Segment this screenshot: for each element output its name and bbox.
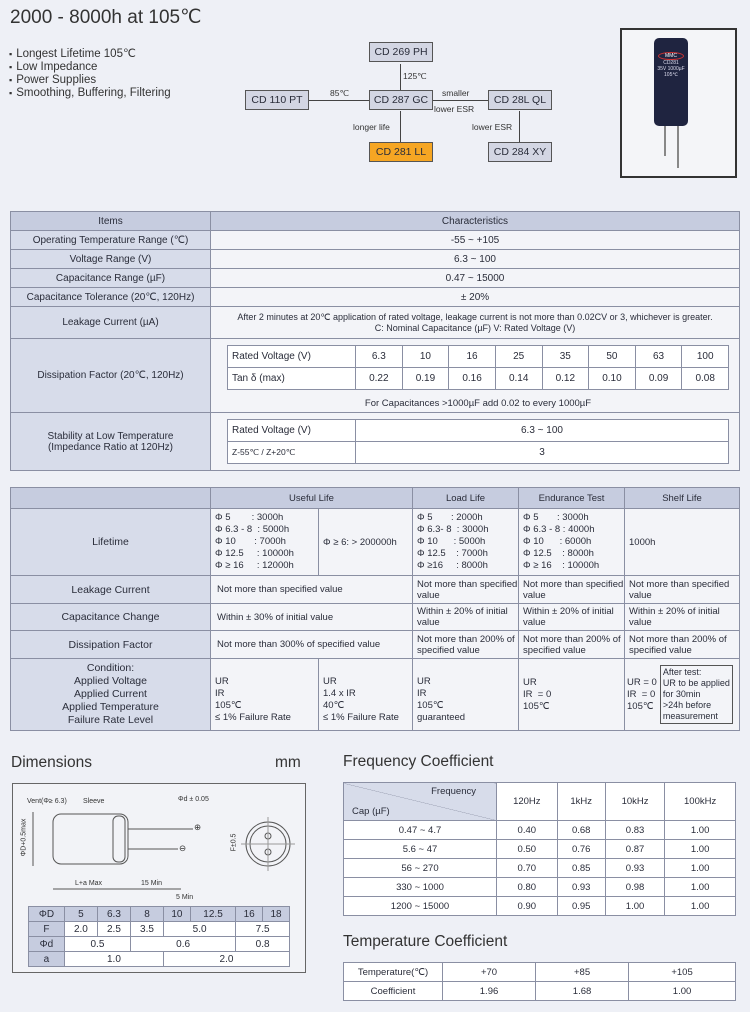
arrow-right — [433, 100, 488, 101]
header-characteristics: Characteristics — [211, 212, 740, 231]
voltage: 25 — [495, 346, 542, 368]
cell: 0.80 — [497, 878, 558, 897]
rated-voltage-value: 6.3 ~ 100 — [356, 420, 729, 442]
header-useful-life: Useful Life — [211, 488, 413, 509]
row-label: Dissipation Factor — [11, 631, 211, 659]
capacitor-print: 105℃ — [664, 72, 678, 78]
stability-table — [227, 419, 729, 464]
voltage: 35 — [542, 346, 589, 368]
cell: 0.95 — [557, 897, 605, 916]
label-smaller: smaller — [442, 88, 470, 98]
cell: 1.96 — [443, 982, 536, 1001]
label-125c: 125℃ — [403, 71, 427, 81]
arrow-left — [309, 100, 369, 101]
lead-length-label: 15 Min — [141, 880, 163, 887]
cell: Within ± 20% of initial value — [413, 604, 519, 631]
spec-item-sub: (Impedance Ratio at 120Hz) — [47, 441, 174, 453]
lead-length-label-2: 5 Min — [176, 894, 194, 901]
endurance-lifetime: Φ 5 : 3000h Φ 6.3 - 8 : 4000h Φ 10 : 6000h Φ 12.5 : 8000h Φ ≥ 16 : 10000h — [519, 509, 625, 576]
row-label: Condition: Applied Voltage Applied Current Applied Temperature Failure Rate Level — [11, 659, 211, 731]
spec-item: Leakage Current (µA) — [11, 307, 211, 339]
shelf-note: After test: UR to be applied for 30min >24h before measurement — [660, 665, 733, 724]
vent-label: Vent(Φ≥ 6.3) — [27, 798, 67, 805]
cell: Not more than specified value — [211, 576, 413, 604]
cell: 3.5 — [130, 922, 163, 937]
cell: Within ± 20% of initial value — [625, 604, 740, 631]
capacitor-print: CD281 — [663, 60, 679, 66]
column-header: 1kHz — [557, 783, 605, 821]
spec-item: Voltage Range (V) — [11, 250, 211, 269]
cell: Not more than 300% of specified value — [211, 631, 413, 659]
load-lifetime: Φ 5 : 2000h Φ 6.3- 8 : 3000h Φ 10 : 5000h Φ 12.5 : 7000h Φ ≥16 : 8000h — [413, 509, 519, 576]
row-label: 1200 ~ 15000 — [344, 897, 497, 916]
tan-delta: 0.22 — [356, 368, 403, 390]
spec-item: Capacitance Tolerance (20℃, 120Hz) — [11, 288, 211, 307]
cell: 0.8 — [236, 937, 290, 952]
cell: 0.98 — [605, 878, 664, 897]
cell: 0.6 — [130, 937, 235, 952]
cell: 1.00 — [665, 821, 736, 840]
page-title: 2000 - 8000h at 105℃ — [10, 7, 202, 28]
useful-lifetime: Φ 5 : 3000h Φ 6.3 - 8 : 5000h Φ 10 : 7000h Φ 12.5 : 10000h Φ ≥ 16 : 12000h — [211, 509, 319, 576]
row-label: Capacitance Change — [11, 604, 211, 631]
dissipation-table — [227, 345, 729, 390]
cell: 0.87 — [605, 840, 664, 859]
row-label: Coefficient — [344, 982, 443, 1001]
cell: Within ± 30% of initial value — [211, 604, 413, 631]
row-label: a — [29, 952, 65, 967]
column-header: 120Hz — [497, 783, 558, 821]
cell: 5 — [64, 907, 97, 922]
cell: Not more than 200% of specified value — [519, 631, 625, 659]
voltage: 16 — [449, 346, 496, 368]
cell: 0.85 — [557, 859, 605, 878]
temperature-table — [343, 962, 736, 1001]
lead — [677, 126, 679, 168]
spec-value: 6.3 ~ 100 — [211, 250, 740, 269]
series-box-cd110pt: CD 110 PT — [245, 90, 309, 110]
temperature-title: Temperature Coefficient — [343, 933, 508, 950]
impedance-ratio-label: Z-55℃ / Z+20℃ — [228, 442, 356, 464]
cell: 1.00 — [629, 982, 736, 1001]
feature-list — [9, 48, 171, 100]
plus-icon: ⊕ — [194, 822, 202, 832]
feature-item: ▪ Power Supplies — [9, 74, 171, 87]
row-label: Leakage Current — [11, 576, 211, 604]
row-label: 330 ~ 1000 — [344, 878, 497, 897]
tan-delta: 0.10 — [589, 368, 636, 390]
header-shelf-life: Shelf Life — [625, 488, 740, 509]
dimensions-unit: mm — [275, 754, 301, 771]
feature-item: ▪ Longest Lifetime 105℃ — [9, 48, 171, 61]
cell: 8 — [130, 907, 163, 922]
series-box-cd28lql: CD 28L QL — [488, 90, 552, 110]
shelf-lifetime: 1000h — [625, 509, 740, 576]
voltage: 10 — [402, 346, 449, 368]
row-label: 5.6 ~ 47 — [344, 840, 497, 859]
spec-value: 0.47 ~ 15000 — [211, 269, 740, 288]
cell: 0.93 — [557, 878, 605, 897]
cell: 0.70 — [497, 859, 558, 878]
feature-item: ▪ Smoothing, Buffering, Filtering — [9, 87, 171, 100]
header-load-life: Load Life — [413, 488, 519, 509]
cell: 1.00 — [665, 840, 736, 859]
condition-useful-105: UR IR 105℃ ≤ 1% Failure Rate — [211, 659, 319, 731]
row-label: 0.47 ~ 4.7 — [344, 821, 497, 840]
condition-load: UR IR 105℃ guaranteed — [413, 659, 519, 731]
cell: 18 — [263, 907, 290, 922]
cell: Not more than 200% of specified value — [413, 631, 519, 659]
frequency-title: Frequency Coefficient — [343, 753, 494, 770]
leakage-text: After 2 minutes at 20℃ application of rated voltage, leakage current is not more than 0.02CV or 3, whichever is greater. — [237, 312, 713, 322]
cell: 12.5 — [190, 907, 235, 922]
column-header: 10kHz — [605, 783, 664, 821]
cell: Not more than specified value — [625, 576, 740, 604]
feature-item: ▪ Low Impedance — [9, 61, 171, 74]
label-lower-esr: lower ESR — [434, 104, 475, 114]
sleeve-label: Sleeve — [83, 798, 105, 805]
product-photo — [620, 28, 737, 178]
arrow-up — [400, 64, 401, 90]
row-label: Φd — [29, 937, 65, 952]
cell: Within ± 20% of initial value — [519, 604, 625, 631]
voltage: 63 — [635, 346, 682, 368]
voltage: 50 — [589, 346, 636, 368]
cell: 0.50 — [497, 840, 558, 859]
voltage: 6.3 — [356, 346, 403, 368]
cell: 1.00 — [665, 859, 736, 878]
rated-voltage-label: Rated Voltage (V) — [228, 346, 356, 368]
cell: Not more than specified value — [519, 576, 625, 604]
length-label: L+a Max — [75, 880, 103, 887]
condition-shelf: UR = 0 IR = 0 105℃ — [627, 676, 657, 712]
brand-logo: MMC — [658, 52, 684, 60]
cell: 2.0 — [64, 922, 97, 937]
cell: 1.00 — [665, 897, 736, 916]
dissipation-note: For Capacitances >1000µF add 0.02 to every 1000µF — [364, 398, 592, 409]
tan-delta: 0.12 — [542, 368, 589, 390]
spec-value: -55 ~ +105 — [211, 231, 740, 250]
impedance-ratio-value: 3 — [356, 442, 729, 464]
series-box-cd284xy: CD 284 XY — [488, 142, 552, 162]
tan-delta: 0.19 — [402, 368, 449, 390]
row-label: F — [29, 922, 65, 937]
header-items: Items — [11, 212, 211, 231]
minus-icon: ⊖ — [179, 843, 187, 853]
header-endurance-test: Endurance Test — [519, 488, 625, 509]
cell: +105 — [629, 963, 736, 982]
series-box-cd287gc: CD 287 GC — [369, 90, 433, 110]
condition-endurance: UR IR = 0 105℃ — [519, 659, 625, 731]
tan-delta-label: Tan δ (max) — [228, 368, 356, 390]
cell: 10 — [164, 907, 191, 922]
cell: 0.76 — [557, 840, 605, 859]
label-longer-life: longer life — [353, 122, 390, 132]
cell: Not more than specified value — [413, 576, 519, 604]
diameter-label: ΦD+0.5max — [20, 818, 28, 857]
spec-item: Operating Temperature Range (℃) — [11, 231, 211, 250]
cell: +70 — [443, 963, 536, 982]
arrow-down-ql — [519, 111, 520, 142]
row-label: Temperature(℃) — [344, 963, 443, 982]
header-blank — [11, 488, 211, 509]
label-85c: 85℃ — [330, 88, 350, 98]
lead — [664, 126, 666, 156]
cell: 0.40 — [497, 821, 558, 840]
series-box-cd281ll: CD 281 LL — [369, 142, 433, 162]
dimensions-title: Dimensions — [11, 754, 92, 771]
spec-item: Stability at Low Temperature — [47, 430, 174, 442]
leakage-legend: C: Nominal Capacitance (µF) V: Rated Voltage (V) — [374, 323, 576, 333]
series-box-cd269ph: CD 269 PH — [369, 42, 433, 62]
corner-frequency: Frequency — [431, 786, 476, 797]
cell: 1.00 — [665, 878, 736, 897]
spec-item: Dissipation Factor (20℃, 120Hz) — [11, 339, 211, 413]
row-label: 56 ~ 270 — [344, 859, 497, 878]
spec-value: ± 20% — [211, 288, 740, 307]
tan-delta: 0.16 — [449, 368, 496, 390]
cell: 2.0 — [164, 952, 290, 967]
tan-delta: 0.14 — [495, 368, 542, 390]
tan-delta: 0.09 — [635, 368, 682, 390]
pitch-label: F±0.5 — [230, 833, 238, 852]
column-header: 100kHz — [665, 783, 736, 821]
tan-delta: 0.08 — [682, 368, 729, 390]
rated-voltage-label: Rated Voltage (V) — [228, 420, 356, 442]
cell: 1.00 — [605, 897, 664, 916]
label-lower-esr-2: lower ESR — [472, 122, 513, 132]
condition-useful-40: UR 1.4 x IR 40℃ ≤ 1% Failure Rate — [319, 659, 413, 731]
cell: Not more than 200% of specified value — [625, 631, 740, 659]
cell: 0.68 — [557, 821, 605, 840]
cell: 16 — [236, 907, 263, 922]
cell: 1.68 — [536, 982, 629, 1001]
cell: 0.5 — [64, 937, 130, 952]
cell: +85 — [536, 963, 629, 982]
cell: 7.5 — [236, 922, 290, 937]
useful-lifetime-large: Φ ≥ 6: > 200000h — [319, 509, 413, 576]
cell: 2.5 — [97, 922, 130, 937]
cell: 0.90 — [497, 897, 558, 916]
lead-diameter-label: Φd ± 0.05 — [178, 796, 209, 803]
cell: 0.93 — [605, 859, 664, 878]
cell: 1.0 — [64, 952, 163, 967]
frequency-table — [343, 782, 736, 916]
dimensions-table — [28, 906, 290, 967]
cell: 5.0 — [164, 922, 236, 937]
specification-table — [10, 211, 740, 471]
capacitor-print: 35V 1000µF — [657, 66, 685, 72]
capacitor-image — [654, 38, 688, 126]
voltage: 100 — [682, 346, 729, 368]
life-test-table — [10, 487, 740, 731]
corner-cap: Cap (µF) — [352, 806, 390, 817]
cell: 0.83 — [605, 821, 664, 840]
spec-item: Capacitance Range (µF) — [11, 269, 211, 288]
row-label: ΦD — [29, 907, 65, 922]
arrow-down — [400, 111, 401, 142]
row-label: Lifetime — [11, 509, 211, 576]
cell: 6.3 — [97, 907, 130, 922]
